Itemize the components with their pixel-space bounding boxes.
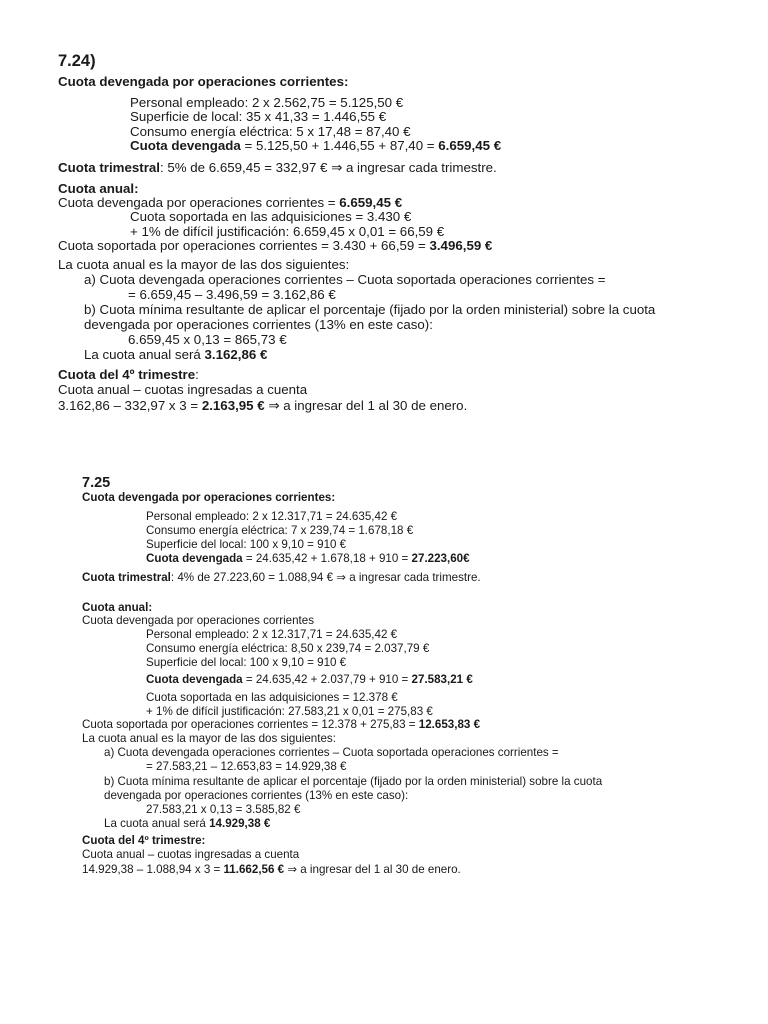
line-anual-consumo: Consumo energía eléctrica: 8,50 x 239,74 = 2.037,79 € — [146, 642, 430, 655]
line-cuota-anual-sera — [104, 818, 270, 831]
expr: = 5.125,50 + 1.446,55 + 87,40 = — [240, 138, 439, 153]
text: Cuota devengada por operaciones corrientes = — [58, 195, 340, 210]
line-personal: Personal empleado: 2 x 12.317,71 = 24.635,42 € — [146, 510, 398, 523]
line-dificil-justificacion: + 1% de difícil justificación: 6.659,45 x 0,01 = 66,59 € — [130, 224, 445, 239]
value: 14.929,38 € — [209, 817, 271, 830]
line-superficie: Superficie de local: 35 x 41,33 = 1.446,55 € — [130, 109, 387, 124]
line-anual-superficie: Superficie del local: 100 x 9,10 = 910 € — [146, 656, 347, 669]
section-title: 7.25 — [82, 475, 111, 491]
heading-4-trimestre: Cuota del 4º trimestre: — [82, 834, 206, 847]
value: 3.496,59 € — [429, 238, 493, 253]
line-opcion-a: a) Cuota devengada operaciones corrientes – Cuota soportada operaciones corrientes = — [104, 746, 559, 759]
value: 12.653,83 € — [418, 718, 481, 731]
expr: = 24.635,42 + 2.037,79 + 910 = — [242, 673, 412, 686]
label: Cuota del 4º trimestre — [58, 367, 196, 382]
line-consumo: Consumo energía eléctrica: 7 x 239,74 = 1.678,18 € — [146, 524, 414, 537]
line-opcion-b-calculo: 6.659,45 x 0,13 = 865,73 € — [128, 332, 287, 347]
line-opcion-b-1: b) Cuota mínima resultante de aplicar el porcentaje (fijado por la orden ministerial) sobre la cuota — [104, 775, 603, 788]
text: La cuota anual será — [84, 347, 205, 362]
line-cuota-anual-sera — [84, 348, 267, 363]
text: Cuota soportada por operaciones corrientes = 3.430 + 66,59 = — [58, 238, 430, 253]
tail: ⇒ a ingresar del 1 al 30 de enero. — [264, 398, 468, 413]
line-cuota-devengada — [146, 553, 470, 566]
line-cuota-trimestral — [58, 161, 497, 176]
total: 27.223,60€ — [411, 552, 470, 565]
value: 6.659,45 € — [339, 195, 403, 210]
line-opcion-b-calculo: 27.583,21 x 0,13 = 3.585,82 € — [146, 803, 301, 816]
text: La cuota anual será — [104, 817, 210, 830]
line-4t-calculo — [82, 864, 461, 877]
tail: ⇒ a ingresar del 1 al 30 de enero. — [284, 863, 461, 876]
label: Cuota trimestral — [82, 571, 171, 584]
line-soportada-corrientes — [58, 239, 492, 254]
line-cuota-trimestral — [82, 572, 481, 585]
label: Cuota devengada — [146, 673, 243, 686]
heading-cuota-anual: Cuota anual: — [58, 181, 139, 196]
line-soportada-adq: Cuota soportada en las adquisiciones = 12.378 € — [146, 691, 398, 704]
line-anual-personal: Personal empleado: 2 x 12.317,71 = 24.635,42 € — [146, 628, 398, 641]
line-4t-calculo — [58, 399, 467, 414]
value: 11.662,56 € — [223, 863, 285, 876]
line-opcion-b-2: devengada por operaciones corrientes (13% en este caso): — [84, 317, 433, 332]
line-superficie: Superficie del local: 100 x 9,10 = 910 € — [146, 538, 347, 551]
label: Cuota trimestral — [58, 160, 160, 175]
line-cuota-devengada — [130, 139, 501, 154]
line-personal: Personal empleado: 2 x 2.562,75 = 5.125,50 € — [130, 95, 404, 110]
text: : 4% de 27.223,60 = 1.088,94 € ⇒ a ingresar cada trimestre. — [170, 571, 481, 584]
label: Cuota devengada — [146, 552, 243, 565]
text: Cuota soportada por operaciones corrientes = 12.378 + 275,83 = — [82, 718, 419, 731]
line-4t-texto: Cuota anual – cuotas ingresadas a cuenta — [82, 848, 300, 861]
line-soportada-corrientes — [82, 719, 480, 732]
line-opcion-b-2: devengada por operaciones corrientes (13% en este caso): — [104, 789, 409, 802]
line-opcion-a: a) Cuota devengada operaciones corrientes – Cuota soportada operaciones corrientes = — [84, 272, 606, 287]
line-4t-texto: Cuota anual – cuotas ingresadas a cuenta — [58, 382, 308, 397]
label: Cuota devengada — [130, 138, 241, 153]
expr: 3.162,86 – 332,97 x 3 = — [58, 398, 202, 413]
heading-cuota-devengada: Cuota devengada por operaciones corrientes: — [82, 491, 336, 504]
value: 2.163,95 € — [201, 398, 265, 413]
expr: 14.929,38 – 1.088,94 x 3 = — [82, 863, 224, 876]
line-consumo: Consumo energía eléctrica: 5 x 17,48 = 87,40 € — [130, 124, 411, 139]
heading-cuota-anual: Cuota anual: — [82, 601, 153, 614]
line-opcion-a-resultado: = 6.659,45 – 3.496,59 = 3.162,86 € — [128, 287, 336, 302]
heading-4-trimestre — [58, 368, 199, 383]
line-mayor: La cuota anual es la mayor de las dos siguientes: — [82, 732, 336, 745]
total: 6.659,45 € — [438, 138, 502, 153]
line-anual-cuota-devengada — [146, 674, 473, 687]
line-soportada-adq: Cuota soportada en las adquisiciones = 3.430 € — [130, 209, 412, 224]
colon: : — [195, 367, 199, 382]
total: 27.583,21 € — [411, 673, 473, 686]
section-title: 7.24) — [58, 52, 96, 70]
expr: = 24.635,42 + 1.678,18 + 910 = — [242, 552, 412, 565]
line-opcion-a-resultado: = 27.583,21 – 12.653,83 = 14.929,38 € — [146, 760, 347, 773]
line-mayor: La cuota anual es la mayor de las dos siguientes: — [58, 257, 350, 272]
line-anual-devengada: Cuota devengada por operaciones corrientes — [82, 614, 315, 627]
heading-cuota-devengada: Cuota devengada por operaciones corrientes: — [58, 74, 349, 89]
text: : 5% de 6.659,45 = 332,97 € ⇒ a ingresar cada trimestre. — [159, 160, 497, 175]
value: 3.162,86 € — [204, 347, 268, 362]
line-dificil-justificacion: + 1% de difícil justificación: 27.583,21 x 0,01 = 275,83 € — [146, 705, 433, 718]
line-opcion-b-1: b) Cuota mínima resultante de aplicar el porcentaje (fijado por la orden ministerial) sobre la cuota — [84, 302, 656, 317]
